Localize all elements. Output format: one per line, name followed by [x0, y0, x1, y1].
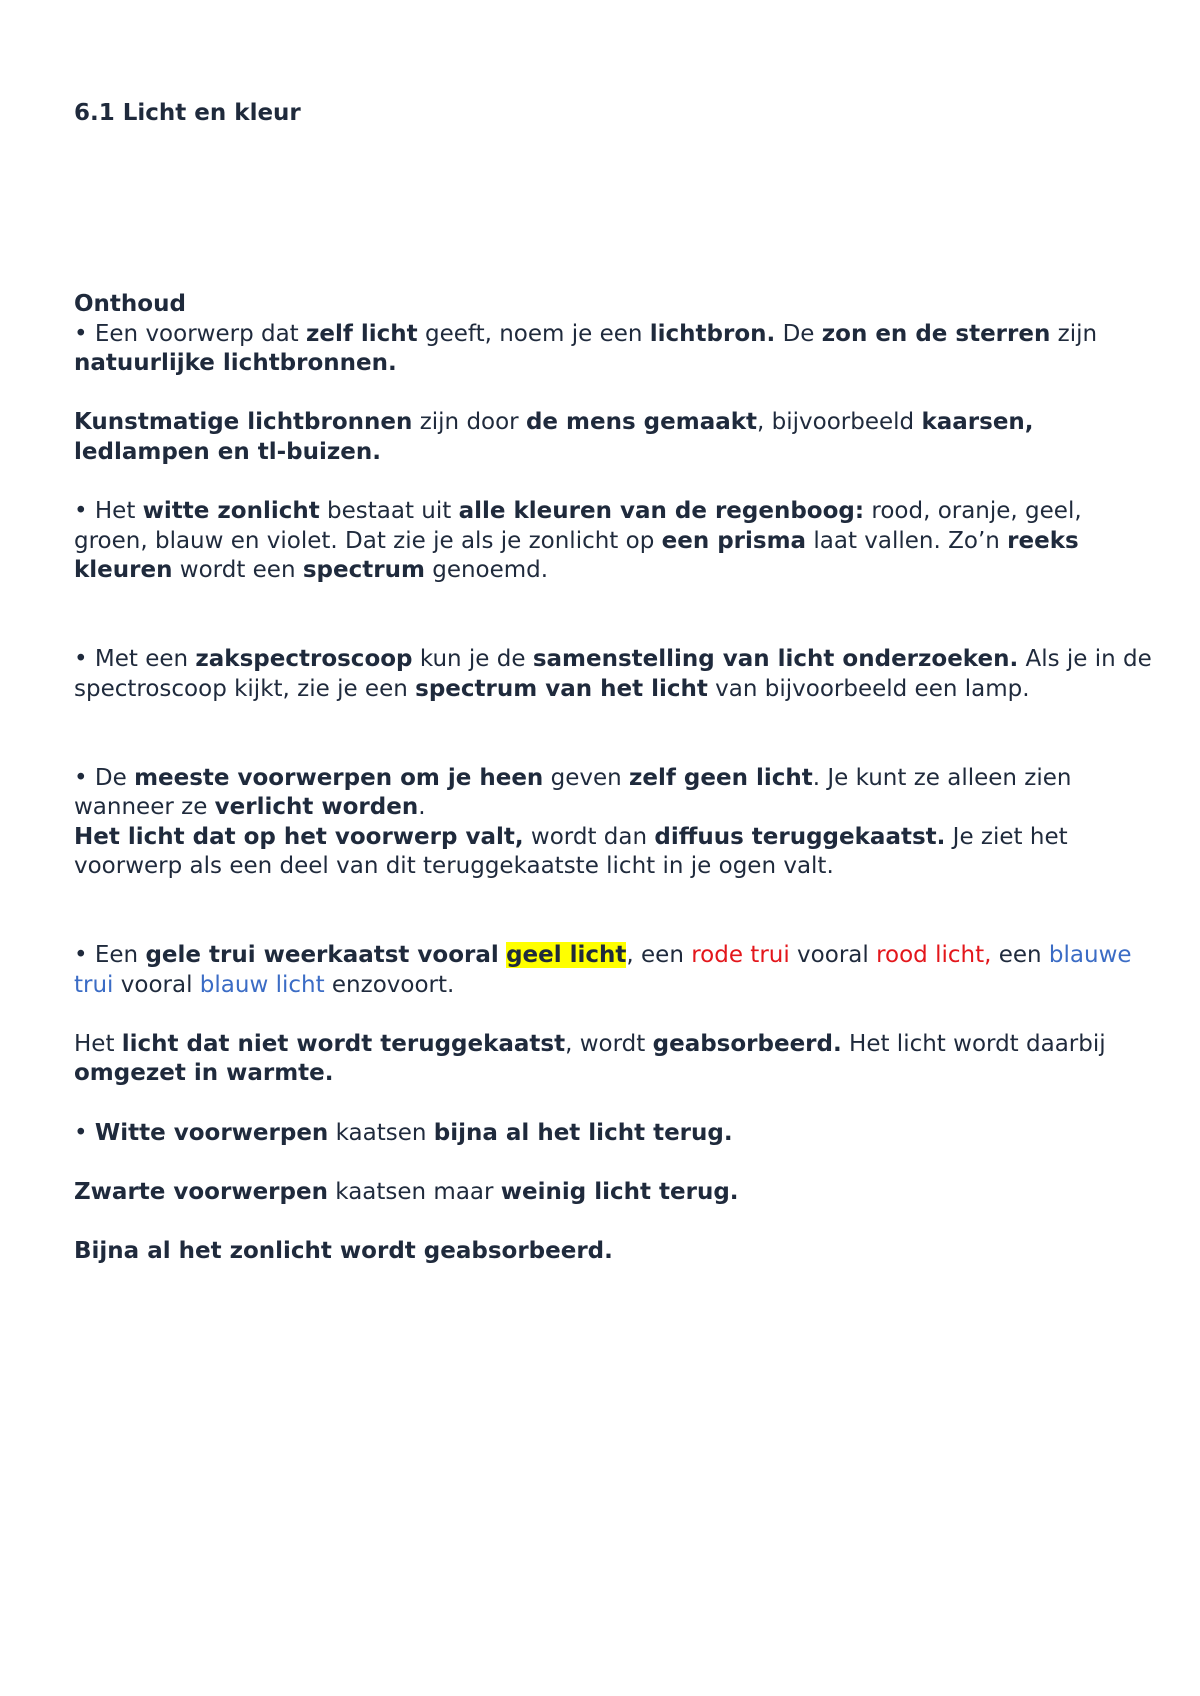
paragraph-geabsorbeerd: Bijna al het zonlicht wordt geabsorbeerd. — [74, 1238, 613, 1264]
paragraph-truien: • Een gele trui weerkaatst vooral geel licht, een rode trui vooral rood licht, een blauwe trui vooral blauw licht enzovoort. — [74, 942, 1132, 998]
paragraph-zwarte-voorwerpen: Zwarte voorwerpen kaatsen maar weinig licht terug. — [74, 1178, 739, 1205]
page-title: 6.1 Licht en kleur — [74, 100, 301, 126]
paragraph-lichtbron: • Een voorwerp dat zelf licht geeft, noem je een lichtbron. De zon en de sterren zijn natuurlijke lichtbronnen. — [74, 320, 1098, 377]
document-body — [74, 290, 1154, 1267]
paragraph-kunstmatig: Kunstmatige lichtbronnen zijn door de mens gemaakt, bijvoorbeeld kaarsen, ledlampen en tl-buizen. — [74, 409, 1034, 465]
highlighted-text: geel licht — [506, 942, 627, 969]
paragraph-spectroscoop: • Met een zakspectroscoop kun je de samenstelling van licht onderzoeken. Als je in de spectroscoop kijkt, zie je een spectrum van het licht van bijvoorbeeld een lamp. — [74, 646, 1152, 702]
paragraph-absorptie: Het licht dat niet wordt teruggekaatst, wordt geabsorbeerd. Het licht wordt daarbij omgezet in warmte. — [74, 1030, 1106, 1087]
paragraph-diffuus: Het licht dat op het voorwerp valt, wordt dan diffuus teruggekaatst. Je ziet het voorwerp als een deel van dit teruggekaatste licht in je ogen valt. — [74, 823, 1068, 880]
paragraph-witte-voorwerpen: • Witte voorwerpen kaatsen bijna al het licht terug. — [74, 1119, 733, 1146]
paragraph-zonlicht: • Het witte zonlicht bestaat uit alle kleuren van de regenboog: rood, oranje, geel, groen, blauw en violet. Dat zie je als je zonlicht op een prisma laat vallen. Zo’n reeks kleuren wordt een spectrum genoemd. — [74, 498, 1082, 584]
section-heading: Onthoud — [74, 291, 186, 317]
paragraph-voorwerpen: • De meeste voorwerpen om je heen geven zelf geen licht. Je kunt ze alleen zien wanneer ze verlicht worden. — [74, 764, 1072, 821]
